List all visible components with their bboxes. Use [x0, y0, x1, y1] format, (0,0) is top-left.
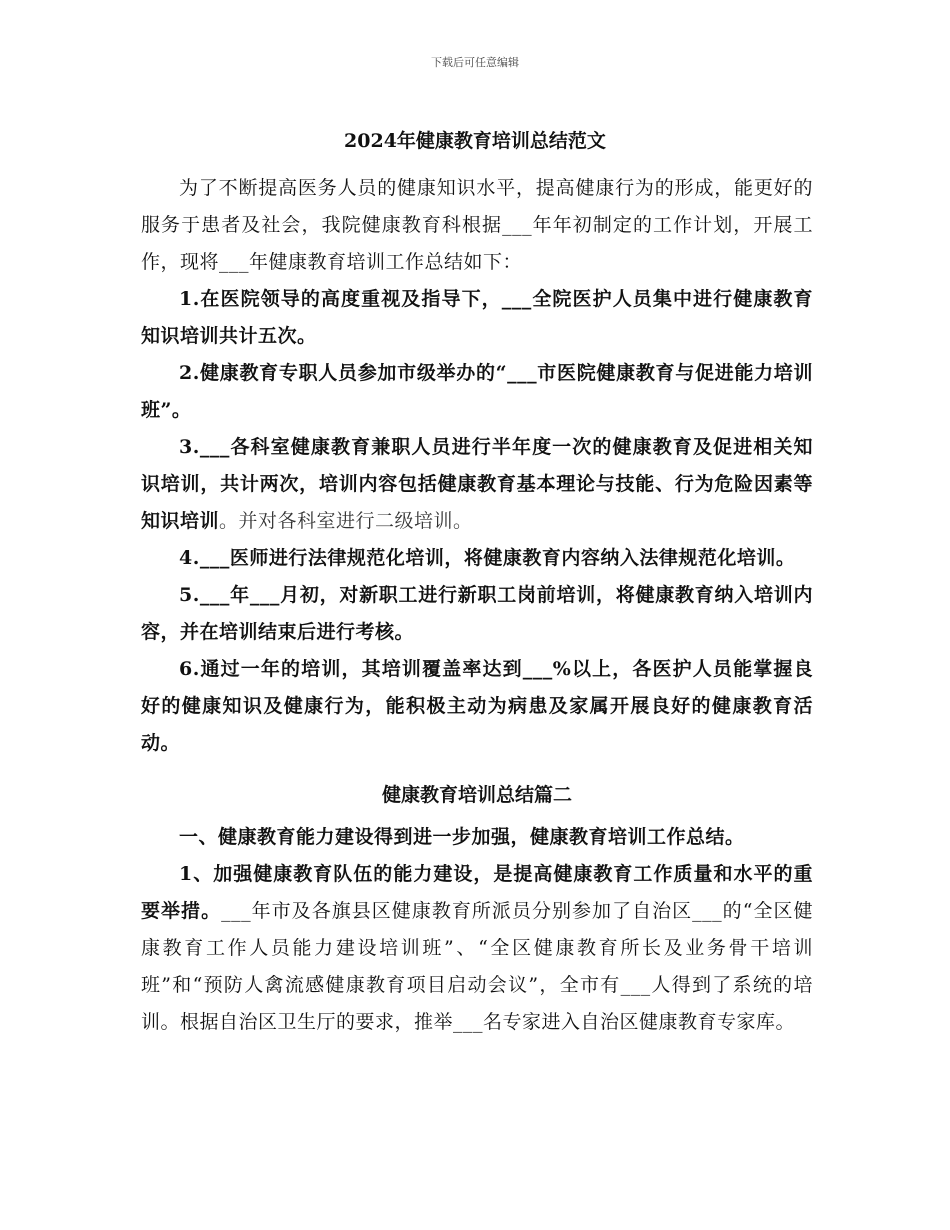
section-2-item-1	[141, 856, 813, 1041]
item-1-bold: 1、加强健康教育队伍的能力建设，是提高健康教育工作质量和水平的重要举措。	[141, 863, 813, 922]
item-1-normal: ___年市及各旗县区健康教育所派员分别参加了自治区___的“全区健康教育工作人员能力建设培训班”、“全区健康教育所长及业务骨干培训班”和“预防人禽流感健康教育项目启动会议”，全市有___人得到了系统的培训。根据自治区卫生厅的要求，推举___名专家进入自治区健康教育专家库。	[141, 900, 813, 1033]
paragraph-2: 2.健康教育专职人员参加市级举办的“___市医院健康教育与促进能力培训班”。	[141, 362, 813, 421]
paragraph-3	[141, 429, 813, 540]
paragraph-4: 4.___医师进行法律规范化培训，将健康教育内容纳入法律规范化培训。	[179, 547, 796, 569]
header-note: 下载后可任意编辑	[431, 56, 519, 69]
document-title: 2024年健康教育培训总结范文	[344, 130, 606, 152]
section-2-heading: 健康教育培训总结篇二	[381, 784, 572, 806]
paragraph-1: 1.在医院领导的高度重视及指导下，___全院医护人员集中进行健康教育知识培训共计五次。	[141, 288, 813, 347]
paragraph-6: 6.通过一年的培训，其培训覆盖率达到___%以上，各医护人员能掌握良好的健康知识及健康行为，能积极主动为病患及家属开展良好的健康教育活动。	[141, 658, 813, 754]
paragraph-3-bold: 3.___各科室健康教育兼职人员进行半年度一次的健康教育及促进相关知识培训，共计两次，培训内容包括健康教育基本理论与技能、行为危险因素等知识培训	[141, 436, 813, 532]
paragraph-3-normal: 。并对各科室进行二级培训。	[219, 510, 473, 532]
paragraph-5: 5.___年___月初，对新职工进行新职工岗前培训，将健康教育纳入培训内容，并在培训结束后进行考核。	[141, 584, 813, 643]
section-2-heading-1: 一、健康教育能力建设得到进一步加强，健康教育培训工作总结。	[179, 826, 745, 848]
document-body	[141, 170, 813, 1041]
intro-paragraph: 为了不断提高医务人员的健康知识水平，提高健康行为的形成，能更好的服务于患者及社会，我院健康教育科根据___年年初制定的工作计划，开展工作，现将___年健康教育培训工作总结如下：	[141, 177, 813, 273]
